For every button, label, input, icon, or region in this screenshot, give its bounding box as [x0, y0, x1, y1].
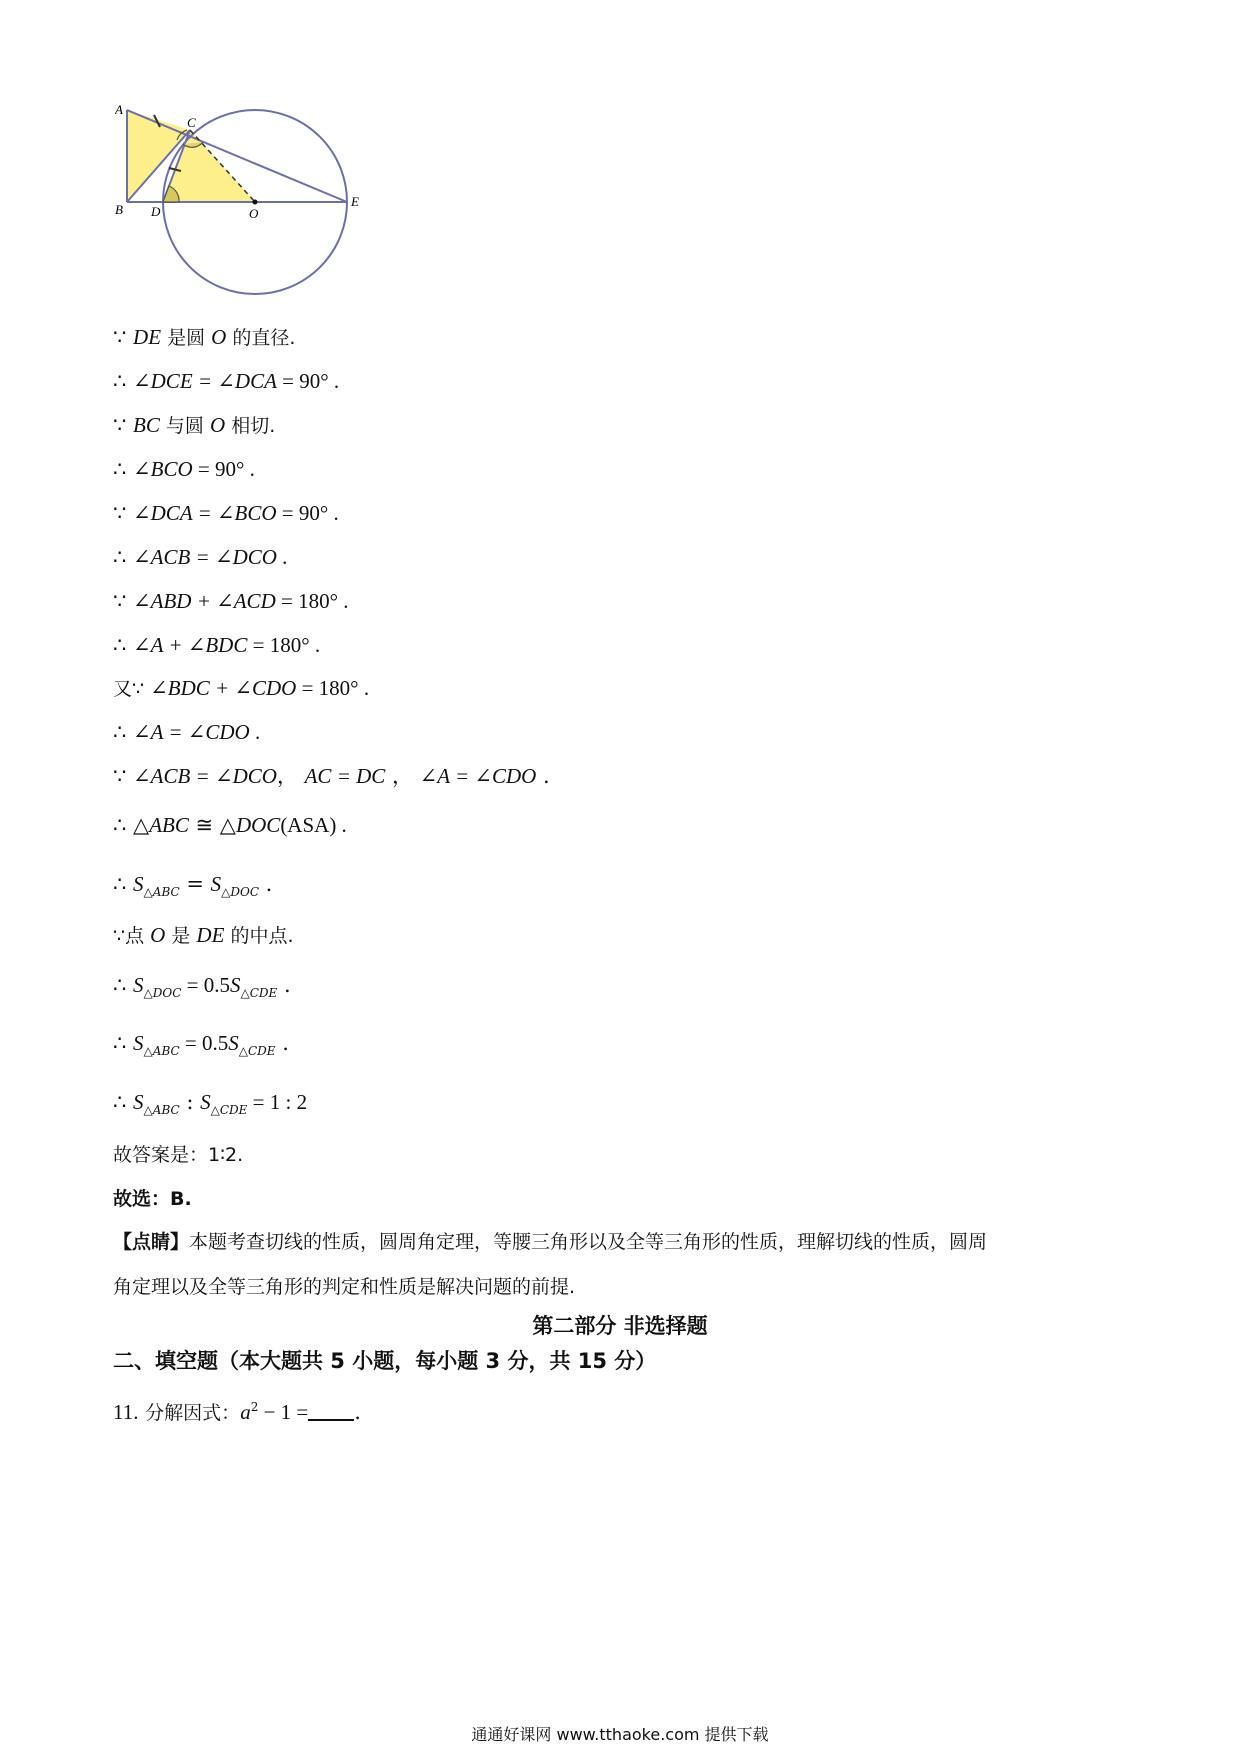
proof-text: = 180° .: [296, 676, 370, 700]
area-subscript: △CDE: [240, 986, 278, 1000]
proof-math: AC = DC: [304, 764, 386, 788]
proof-math: DOC: [235, 813, 281, 837]
proof-text: ∴: [113, 457, 134, 481]
answer-blank: [308, 1401, 354, 1421]
proof-text: .: [275, 1031, 289, 1055]
proof-text: ∴: [113, 545, 134, 569]
proof-text: = 90° .: [276, 369, 340, 393]
area-subscript: △CDE: [210, 1103, 248, 1117]
comment-line-2: 角定理以及全等三角形的判定和性质是解决问题的前提.: [113, 1276, 576, 1298]
proof-math: ∠A + ∠BDC: [133, 633, 248, 657]
proof-math: ∠A = ∠CDO: [133, 720, 250, 744]
proof-math: ∠ACB = ∠DCO: [133, 764, 277, 788]
proof-math: DE: [133, 325, 162, 349]
geometry-figure: [115, 100, 415, 340]
proof-math: S: [133, 1031, 144, 1055]
proof-line-8: [113, 630, 320, 660]
proof-math: ABC: [149, 813, 189, 837]
proof-text: = 90° .: [192, 457, 255, 481]
proof-math: ∠ACB = ∠DCO: [133, 545, 277, 569]
proof-line-1: [113, 322, 295, 353]
label-o: O: [249, 206, 259, 221]
proof-text: ∵: [113, 501, 134, 525]
proof-line-2: [113, 366, 339, 396]
choice-line: [113, 1184, 192, 1214]
comment-text: 本题考查切线的性质，圆周角定理，等腰三角形以及全等三角形的性质，理解切线的性质，圆周: [189, 1231, 988, 1253]
proof-text: 与圆: [159, 415, 210, 437]
proof-math: O: [150, 923, 166, 947]
proof-math: ∠DCA = ∠BCO: [133, 501, 277, 525]
proof-text: .: [277, 973, 291, 997]
proof-math: S: [200, 1090, 211, 1114]
proof-text: = 0.5: [179, 1031, 229, 1055]
section-title: 第二部分 非选择题: [532, 1314, 708, 1338]
proof-line-10: [113, 717, 260, 747]
proof-line-12: [113, 810, 347, 840]
geometry-svg: [115, 100, 415, 340]
proof-text: .: [259, 872, 273, 896]
label-c: C: [187, 115, 196, 130]
proof-text: (ASA) .: [280, 813, 347, 837]
proof-math: S: [210, 872, 222, 896]
proof-text: ，: [385, 764, 420, 788]
proof-line-4: [113, 454, 255, 484]
proof-line-9: [113, 673, 369, 704]
proof-line-16: [113, 1028, 289, 1066]
proof-text: ∵点: [113, 925, 151, 947]
proof-text: = 180° .: [247, 633, 321, 657]
label-e: E: [351, 194, 359, 209]
proof-text: ∴: [113, 1031, 134, 1055]
question-end: .: [354, 1400, 361, 1424]
proof-text: ∵: [113, 764, 134, 788]
proof-math: S: [228, 1031, 239, 1055]
subsection-title: 二、填空题（本大题共 5 小题，每小题 3 分，共 15 分）: [113, 1349, 657, 1373]
area-subscript: △ABC: [143, 885, 180, 899]
question-11: [113, 1392, 361, 1428]
question-number: 11.: [113, 1400, 139, 1424]
comment-line-1: [113, 1227, 987, 1257]
page-footer: 通通好课网 www.tthaoke.com 提供下载: [471, 1725, 769, 1744]
proof-line-7: [113, 586, 348, 616]
comment-tag: 【点睛】: [113, 1231, 190, 1253]
proof-math: O: [211, 325, 227, 349]
proof-text: = 0.5: [181, 973, 231, 997]
proof-text: ∴: [113, 973, 134, 997]
area-subscript: △DOC: [143, 986, 182, 1000]
proof-math: ∠BDC + ∠CDO: [150, 676, 297, 700]
proof-math: O: [209, 413, 226, 437]
area-subscript: △ABC: [143, 1103, 180, 1117]
question-text: 分解因式：: [145, 1402, 241, 1424]
proof-line-6: [113, 542, 287, 572]
proof-text: .: [249, 720, 261, 744]
proof-text: :: [179, 1090, 201, 1114]
proof-math: ∠A = ∠CDO: [419, 764, 537, 788]
choice-text: 故选：B.: [113, 1188, 192, 1210]
proof-text: 是: [165, 925, 197, 947]
answer-line: 故答案是：1∶2.: [113, 1144, 244, 1166]
area-subscript: △DOC: [221, 885, 259, 899]
label-a: A: [115, 102, 123, 117]
proof-text: ∵: [113, 413, 134, 437]
proof-math: ∠ABD + ∠ACD: [133, 589, 276, 613]
proof-math: BC: [133, 413, 160, 437]
proof-text: ∵: [113, 325, 134, 349]
proof-math: ∠BCO: [133, 457, 193, 481]
proof-line-15: [113, 970, 291, 1008]
proof-text: ∴: [113, 633, 134, 657]
question-exponent: 2: [250, 1400, 259, 1414]
label-b: B: [115, 202, 123, 217]
proof-text: .: [536, 764, 550, 788]
proof-math: DE: [196, 923, 225, 947]
proof-line-17: [113, 1087, 307, 1125]
proof-text: 又∵: [113, 678, 151, 700]
proof-text: = 90° .: [276, 501, 339, 525]
proof-text: = 1 : 2: [247, 1090, 308, 1114]
proof-line-5: [113, 498, 339, 528]
proof-line-14: [113, 920, 294, 951]
proof-line-3: [113, 410, 275, 441]
proof-text: ，: [276, 764, 305, 788]
proof-text: 的中点.: [224, 925, 294, 947]
proof-line-11: [113, 761, 550, 791]
proof-text: 的直径.: [226, 327, 296, 349]
question-math: a: [240, 1400, 251, 1424]
area-subscript: △ABC: [143, 1044, 180, 1058]
proof-text: 是圆: [161, 327, 212, 349]
proof-math: S: [133, 1090, 144, 1114]
proof-math: S: [133, 973, 144, 997]
proof-math: ∠DCE = ∠DCA: [133, 369, 277, 393]
proof-text: =: [179, 872, 211, 896]
proof-math: S: [133, 872, 144, 896]
proof-text: ≅ △: [188, 813, 236, 837]
proof-text: .: [276, 545, 288, 569]
label-d: D: [151, 204, 161, 219]
area-subscript: △CDE: [238, 1044, 276, 1058]
proof-text: ∴: [113, 872, 134, 896]
proof-text: = 180° .: [275, 589, 349, 613]
proof-math: S: [230, 973, 241, 997]
center-dot: [253, 200, 258, 205]
proof-text: ∴: [113, 369, 134, 393]
proof-text: 相切.: [225, 415, 276, 437]
proof-text: ∴: [113, 1090, 134, 1114]
proof-text: ∴: [113, 720, 134, 744]
proof-line-13: [113, 869, 272, 907]
question-math: − 1 =: [258, 1400, 309, 1424]
proof-text: ∵: [113, 589, 134, 613]
proof-text: ∴ △: [113, 813, 150, 837]
